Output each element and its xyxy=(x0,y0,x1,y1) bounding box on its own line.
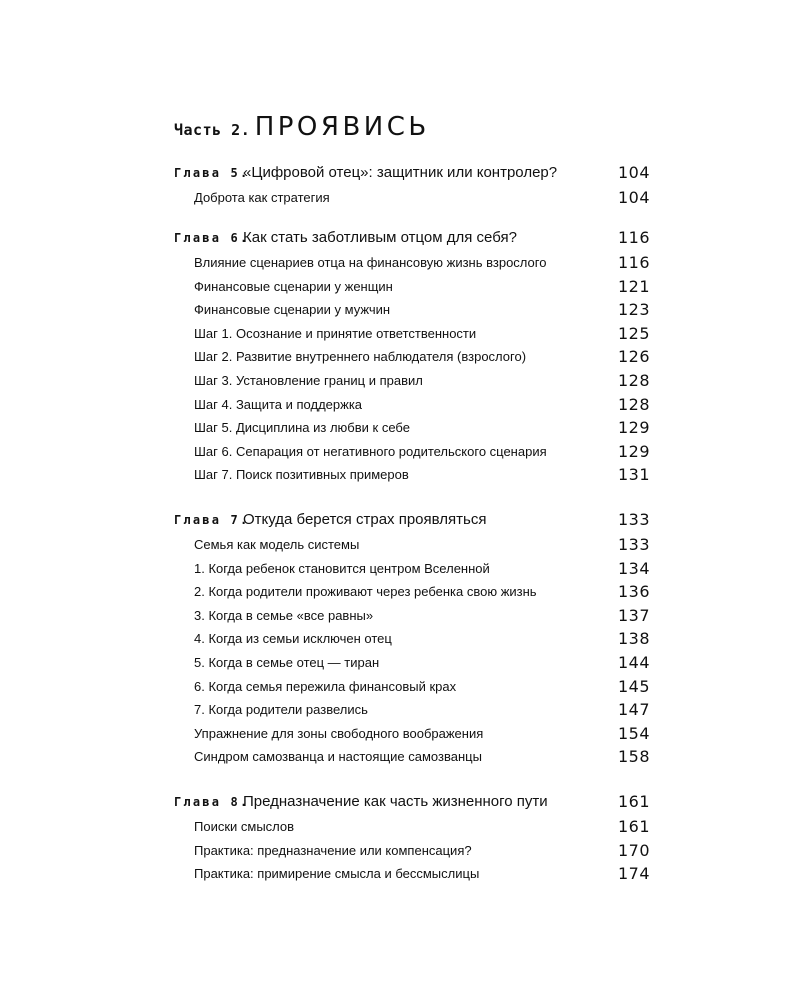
section-page-number: 137 xyxy=(617,605,650,625)
section-row xyxy=(0,722,800,746)
section-title: Упражнение для зоны свободного воображения xyxy=(194,725,484,741)
chapter-label: Глава 7. xyxy=(174,513,250,527)
part-label: Часть 2. xyxy=(174,121,251,139)
chapter-title: Предназначение как часть жизненного пути xyxy=(243,793,548,810)
chapter-label: Глава 6. xyxy=(174,231,250,245)
section-row xyxy=(0,298,800,322)
section-row xyxy=(0,345,800,369)
section-title: Доброта как стратегия xyxy=(194,190,330,205)
section-page-number: 147 xyxy=(617,700,650,720)
section-page-number: 104 xyxy=(617,188,650,207)
section-page-number: 174 xyxy=(617,864,650,884)
section-title: Финансовые сценарии у мужчин xyxy=(194,302,391,318)
section-page-number: 161 xyxy=(617,817,650,836)
section-title: 6. Когда семья пережила финансовый крах xyxy=(194,678,457,694)
section-page-number: 128 xyxy=(617,371,650,390)
section-row xyxy=(0,839,800,863)
section-row xyxy=(0,186,800,210)
section-page-number: 128 xyxy=(617,394,650,414)
section-row xyxy=(0,275,800,299)
section-page-number: 145 xyxy=(617,676,650,696)
section-row xyxy=(0,580,800,604)
section-page-number: 158 xyxy=(617,747,650,767)
section-title: Влияние сценариев отца на финансовую жизнь взрослого xyxy=(194,255,547,270)
chapter-row xyxy=(0,508,800,532)
chapter-title: Откуда берется страх проявляться xyxy=(243,511,487,528)
chapter-label: Глава 5. xyxy=(174,166,250,180)
section-row xyxy=(0,604,800,628)
section-page-number: 133 xyxy=(617,535,650,554)
section-page-number: 154 xyxy=(617,723,650,743)
section-page-number: 116 xyxy=(617,253,650,272)
section-row xyxy=(0,557,800,581)
section-page-number: 144 xyxy=(617,653,650,672)
section-page-number: 170 xyxy=(617,840,650,860)
section-page-number: 138 xyxy=(617,629,650,649)
chapter-row xyxy=(0,226,800,250)
section-title: Шаг 6. Сепарация от негативного родительского сценария xyxy=(194,443,547,459)
section-page-number: 125 xyxy=(617,323,650,343)
section-row xyxy=(0,533,800,557)
section-title: Синдром самозванца и настоящие самозванцы xyxy=(194,749,482,765)
section-title: Практика: примирение смысла и бессмыслицы xyxy=(194,866,480,882)
chapter-title: Как стать заботливым отцом для себя? xyxy=(243,229,517,246)
section-row xyxy=(0,627,800,651)
section-title: 3. Когда в семье «все равны» xyxy=(194,607,374,623)
section-title: 7. Когда родители развелись xyxy=(194,702,368,718)
chapter-page-number: 116 xyxy=(617,228,650,247)
section-page-number: 134 xyxy=(617,558,650,578)
section-row xyxy=(0,416,800,440)
section-page-number: 136 xyxy=(617,582,650,602)
section-title: Шаг 4. Защита и поддержка xyxy=(194,396,363,412)
part-name: ПРОЯВИСЬ xyxy=(254,112,430,142)
chapter-page-number: 133 xyxy=(617,510,650,529)
section-row xyxy=(0,651,800,675)
section-row xyxy=(0,322,800,346)
section-title: 2. Когда родители проживают через ребенка свою жизнь xyxy=(194,584,537,600)
chapter-row xyxy=(0,790,800,814)
section-row xyxy=(0,369,800,393)
section-row xyxy=(0,251,800,275)
section-page-number: 129 xyxy=(617,418,650,438)
section-page-number: 123 xyxy=(617,300,650,320)
section-row xyxy=(0,463,800,487)
section-row xyxy=(0,393,800,417)
section-page-number: 131 xyxy=(617,465,650,485)
section-title: Шаг 1. Осознание и принятие ответственности xyxy=(194,325,477,341)
section-row xyxy=(0,698,800,722)
section-row xyxy=(0,675,800,699)
chapter-label: Глава 8. xyxy=(174,795,250,809)
section-title: Финансовые сценарии у женщин xyxy=(194,278,393,294)
section-page-number: 129 xyxy=(617,441,650,461)
section-title: Шаг 3. Установление границ и правил xyxy=(194,373,423,388)
section-page-number: 126 xyxy=(617,347,650,367)
section-title: Практика: предназначение или компенсация? xyxy=(194,842,472,858)
section-row xyxy=(0,815,800,839)
chapter-row xyxy=(0,161,800,185)
section-title: Шаг 2. Развитие внутреннего наблюдателя (взрослого) xyxy=(194,349,527,365)
chapter-page-number: 161 xyxy=(617,792,650,811)
section-title: Поиски смыслов xyxy=(194,819,295,834)
section-title: 4. Когда из семьи исключен отец xyxy=(194,631,392,647)
section-title: Семья как модель системы xyxy=(194,537,360,552)
part-heading xyxy=(174,112,430,142)
section-title: 5. Когда в семье отец — тиран xyxy=(194,655,380,670)
section-title: Шаг 5. Дисциплина из любви к себе xyxy=(194,420,410,436)
chapter-title: «Цифровой отец»: защитник или контролер? xyxy=(243,164,558,181)
section-row xyxy=(0,440,800,464)
chapter-page-number: 104 xyxy=(617,163,650,182)
section-title: 1. Когда ребенок становится центром Вселенной xyxy=(194,560,490,576)
section-title: Шаг 7. Поиск позитивных примеров xyxy=(194,467,409,483)
section-row xyxy=(0,745,800,769)
section-page-number: 121 xyxy=(617,276,650,296)
section-row xyxy=(0,862,800,886)
